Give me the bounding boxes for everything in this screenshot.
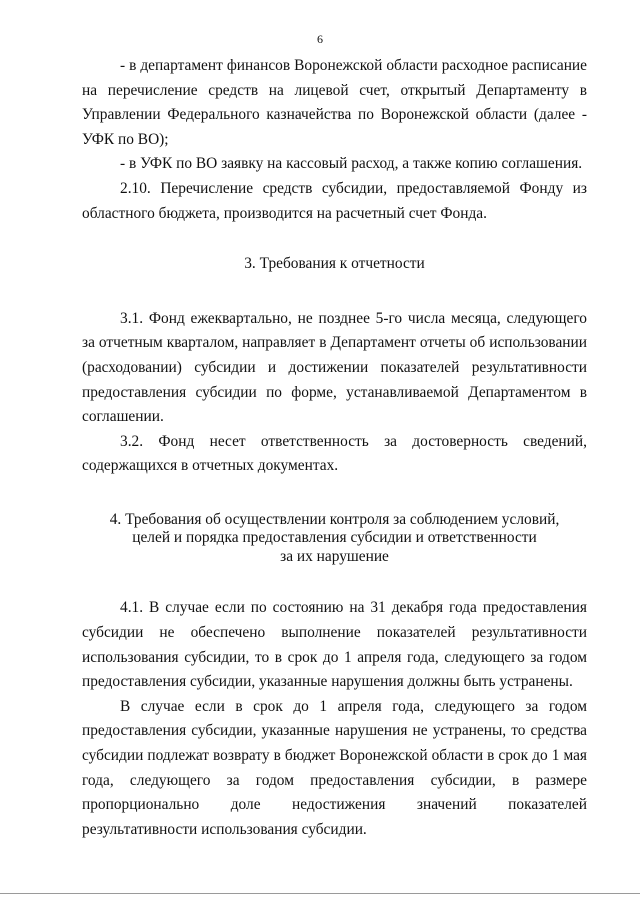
section-4-heading-line: целей и порядка предоставления субсидии и ответственности — [132, 529, 537, 547]
paragraph-finance-department: - в департамент финансов Воронежской области расходное расписание на перечисление средств на лицевой счет, открытый Департаменту в Управлении Федерального казначейства по Воронежской области (далее - УФК по ВО); — [82, 57, 587, 148]
paragraph-2-10: 2.10. Перечисление средств субсидии, предоставляемой Фонду из областного бюджета, производится на расчетный счет Фонда. — [82, 179, 587, 222]
page-number: 6 — [317, 32, 323, 46]
section-4-heading-line: 4. Требования об осуществлении контроля за соблюдением условий, — [109, 510, 560, 528]
section-4-heading-line: за их нарушение — [280, 547, 389, 565]
paragraph-4-1: 4.1. В случае если по состоянию на 31 декабря года предоставления субсидии не обеспечено выполнение показателей результативности использования субсидии, то в срок до 1 апреля года, следующего за годом предоставления субсидии, указанные нарушения должны быть устранены. — [82, 599, 587, 691]
section-3-heading: 3. Требования к отчетности — [244, 255, 425, 273]
paragraph-ufk-request: - в УФК по ВО заявку на кассовый расход, а также копию соглашения. — [120, 155, 583, 173]
section-4-heading — [82, 511, 587, 567]
bottom-edge-line — [0, 893, 640, 894]
paragraph-3-2: 3.2. Фонд несет ответственность за достоверность сведений, содержащихся в отчетных документах. — [82, 432, 587, 475]
paragraph-3-1: 3.1. Фонд ежеквартально, не позднее 5-го числа месяца, следующего за отчетным кварталом, направляет в Департамент отчеты об использовании (расходовании) субсидии и достижении показателей результативности предоставления субсидии по форме, устанавливаемой Департаментом в соглашении. — [82, 309, 587, 426]
paragraph-4-1-continued: В случае если в срок до 1 апреля года, следующего за годом предоставления субсидии, указанные нарушения не устранены, то средства субсидии подлежат возврату в бюджет Воронежской области в срок до 1 мая года, следующего за годом предоставления субсидии, в размере пропорционально доле недостижения значений показателей результативности использования субсидии. — [82, 697, 587, 838]
document-body — [82, 54, 587, 842]
